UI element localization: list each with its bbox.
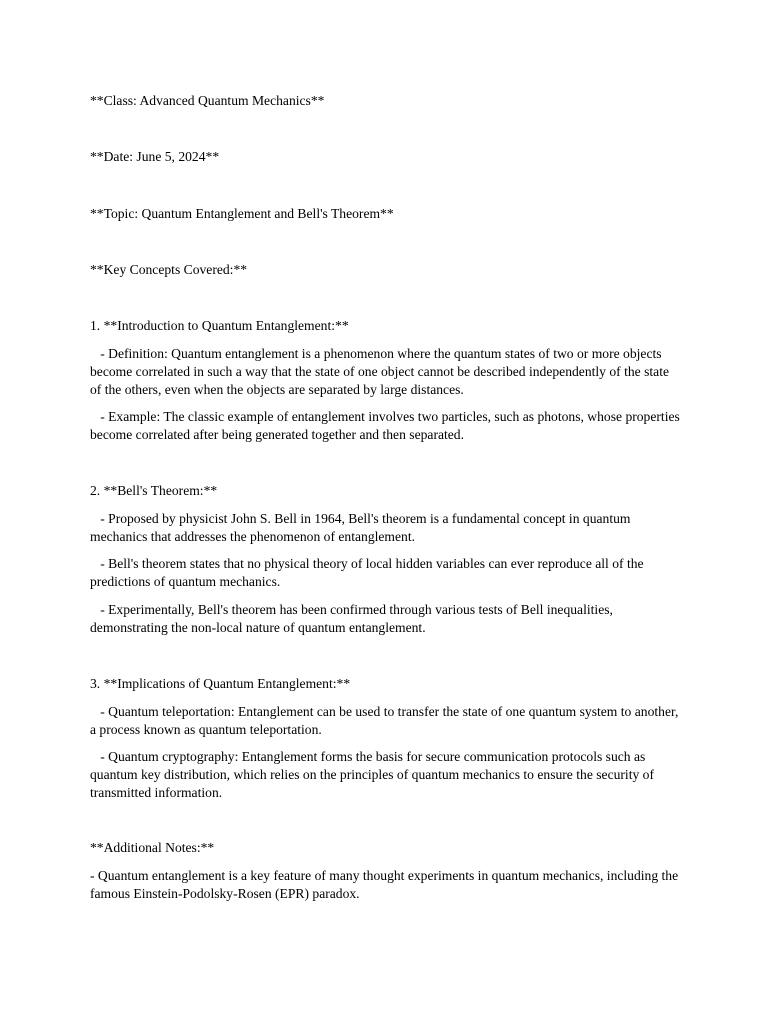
- list-item: [90, 555, 680, 591]
- list-item-text: - Definition: Quantum entanglement is a phenomenon where the quantum states of two or more objects become correlated in such a way that the state of one object cannot be described independently of the state of the others, even when the objects are separated by large distances.: [90, 346, 670, 397]
- list-item-text: - Quantum cryptography: Entanglement forms the basis for secure communication protocols such as quantum key distribution, which relies on the principles of quantum mechanics to ensure the security of transmitted information.: [90, 749, 655, 800]
- section-heading: 2. **Bell's Theorem:**: [90, 483, 218, 498]
- section-heading: 3. **Implications of Quantum Entanglement:**: [90, 676, 351, 691]
- list-item: [90, 510, 680, 546]
- class-line: **Class: Advanced Quantum Mechanics**: [90, 93, 325, 108]
- section-heading: 1. **Introduction to Quantum Entanglement:**: [90, 318, 349, 333]
- list-item: [90, 408, 680, 444]
- list-item-text: - Example: The classic example of entanglement involves two particles, such as photons, whose properties become correlated after being generated together and then separated.: [90, 409, 680, 442]
- list-item-text: - Proposed by physicist John S. Bell in 1964, Bell's theorem is a fundamental concept in quantum mechanics that addresses the phenomenon of entanglement.: [90, 511, 631, 544]
- list-item: [90, 867, 680, 903]
- list-item-text: - Experimentally, Bell's theorem has been confirmed through various tests of Bell inequalities, demonstrating the non-local nature of quantum entanglement.: [90, 602, 613, 635]
- date-line: **Date: June 5, 2024**: [90, 149, 220, 164]
- list-item: [90, 601, 680, 637]
- list-item: [90, 345, 680, 399]
- list-item-text: - Bell's theorem states that no physical theory of local hidden variables can ever reproduce all of the predictions of quantum mechanics.: [90, 556, 644, 589]
- additional-notes-heading: **Additional Notes:**: [90, 840, 215, 855]
- list-item-text: - Quantum teleportation: Entanglement can be used to transfer the state of one quantum system to another, a process known as quantum teleportation.: [90, 704, 679, 737]
- list-item-text: - Quantum entanglement is a key feature of many thought experiments in quantum mechanics, including the famous Einstein-Podolsky-Rosen (EPR) paradox.: [90, 868, 679, 901]
- list-item: [90, 703, 680, 739]
- topic-line: **Topic: Quantum Entanglement and Bell's Theorem**: [90, 206, 394, 221]
- list-item: [90, 748, 680, 802]
- key-concepts-heading: **Key Concepts Covered:**: [90, 262, 248, 277]
